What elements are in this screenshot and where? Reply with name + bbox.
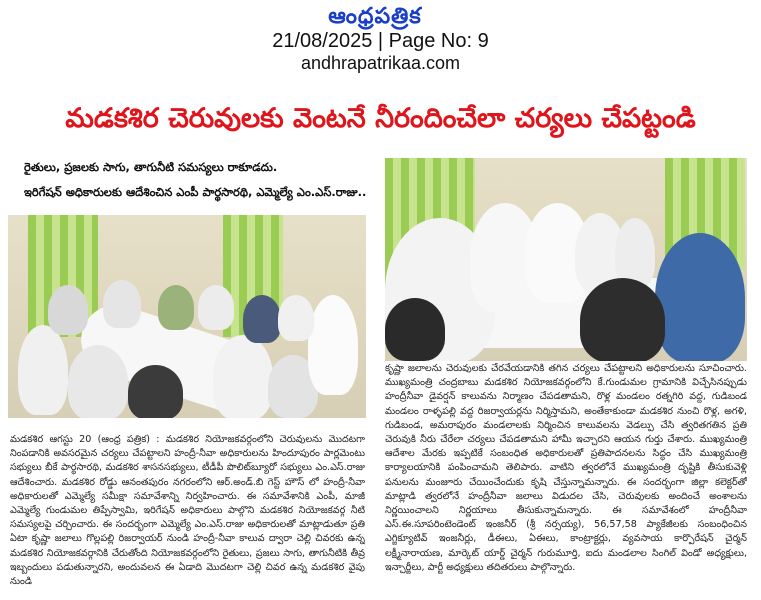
article-subhead-1: రైతులు, ప్రజలకు సాగు, తాగునీటి సమస్యలు రాకూడదు. [24,160,278,174]
article-headline: మడకశిర చెరువులకు వెంటనే నీరందించేలా చర్యలు చేపట్టండి [65,103,696,134]
meeting-photo-left [8,215,366,418]
date-page-line: 21/08/2025 | Page No: 9 [272,30,489,52]
article-subhead-2: ఇరిగేషన్ అధికారులకు ఆదేశించిన ఎంపీ పార్థసారథి, ఎమ్మెల్యే ఎం.ఎస్.రాజు.. [24,185,367,199]
article-body-left-column: మడకశిర ఆగస్టు 20 (ఆంధ్ర పత్రిక) : మడకశిర నియోజకవర్గంలోని చెరువులను మొదటగా నింపడానికి అవసరమైన చర్యలు చేపట్టాలని హంద్రీ-నీవా అధికారులను హిందూపురం పార్లమెంటు సభ్యులు బీకే పార్థసారథి, మడకశిర శాసనసభ్యులు, టీడీపీ పొలిట్‌బ్యూరో సభ్యులు ఎం.ఎస్.రాజు ఆదేశించారు. మడకశిర రోడ్డు ఆనంతపురం నగరంలోని ఆర్.అండ్.బి గెస్ట్ హౌస్ లో హంద్రీ-నీవా అధికారులతో ఎమ్మెల్యే సమీక్షా సమావేశాన్ని నిర్వహించారు. ఈ సమావేశానికి ఎంపీ, మాజీ ఎమ్మెల్యే గుండుమల తిప్పేస్వామి, ఇరిగేషన్ అధికారులు పాల్గొని మడకశిర నియోజకవర్గ నీటి సమస్యలపై చర్చించారు. ఈ సందర్భంగా ఎమ్మెల్యే ఎం.ఎస్.రాజు అధికారులతో మాట్లాడుతూ ప్రతి ఏటా కృష్ణా జలాలు గొల్లపల్లి రిజర్వాయర్ నుండి హంద్రీ-నీవా కాలువ ద్వారా చెల్లి చివరకు ఉన్న మడకశిర నియోజకవర్గానికి చేరుతోంది నియోజకవర్గంలోని రైతులు, ప్రజలు సాగు, తాగునీటికి తీవ్ర ఇబ్బందులు పడుతున్నారని, అందువలన ఈ ఏడాది మొదటగా చెల్లి చివర ఉన్న మడకశిర వైపు నుండి [10,434,365,588]
masthead [0,0,761,78]
newspaper-logo: ఆంధ్రపత్రిక [328,4,422,29]
meeting-photo-right [385,158,747,361]
website-url: andhrapatrikaa.com [300,53,461,73]
article-body-right-column: కృష్ణా జలాలను చెరువులకు చేరవేయడానికి తగిన చర్యలు చేపట్టాలని అధికారులను సూచించారు. ముఖ్యమంత్రి చంద్రబాబు మడకశిర నియోజకవర్గంలోని కే.గుండుమల గ్రామానికి విచ్చేసినప్పుడు హంద్రీనీవా డైవర్షన్ కాలువను నిర్మాణం చేపడతామని, రొళ్ల మండలం రత్నగిరి వద్ద, గుడిబండ మండలం రాళ్ళపల్లి వద్ద రిజర్వాయర్లను నిర్మిస్తామని, అంతేకాకుండా మడకశిర నుంచి రొళ్ల, అగళి, గుడిబండ, అమరాపురం మండలాలకు నిర్మించిన కాలువలను వెడల్పు చేసి త్వరితగతిన ప్రతి చెరువుకి నీరు చేరేలా చర్యలు చేపడతామని హామీ ఇచ్చారని ఆయన గుర్తు చేశారు. ముఖ్యమంత్రి ఆదేశాల మేరకు ఇప్పటికే సంబంధిత అధికారులతో ప్రతిపాదనలను సిద్ధం చేసి ముఖ్యమంత్రి కార్యాలయానికి పంపించామని తెలిపారు. వాటిని త్వరలోనే ముఖ్యమంత్రి దృష్టికి తీసుకువెళ్లి పనులను మంజూరు చేయించేందుకు కృషి చేస్తున్నామన్నారు. ఈ సందర్భంగా జిల్లా కలెక్టర్‌తో మాట్లాడి త్వరలోనే హంద్రీనీవా జలాలు విడుదల చేసి, చెరువులకు అందించే అంశాలను నిర్ణయించాలని నిర్ణయాలు తీసుకున్నామన్నారు. ఈ సమావేశంలో హంద్రీనీవా ఎస్.ఈ.సూపరింటెండెంట్ ఇంజనీర్ (శ్రీ నర్సయ్య), 56,57,58 ప్యాకేజీలకు సంబంధించిన ఎగ్జిక్యూటివ్ ఇంజనీర్లు, డీఈలు, ఏఈలు, కాంట్రాక్టర్లు, వ్యవసాయ కార్పొరేషన్ చైర్మన్ లక్ష్మీనారాయణ, మార్కెట్ యార్డ్ చైర్మన్ గురుమూర్తి, ఐదు మండలాల సింగిల్ విండో అధ్యక్షులు, ఇన్చార్జీలు, పార్టీ అధ్యక్షులు తదితరులు పాల్గొన్నారు. [385,363,747,573]
